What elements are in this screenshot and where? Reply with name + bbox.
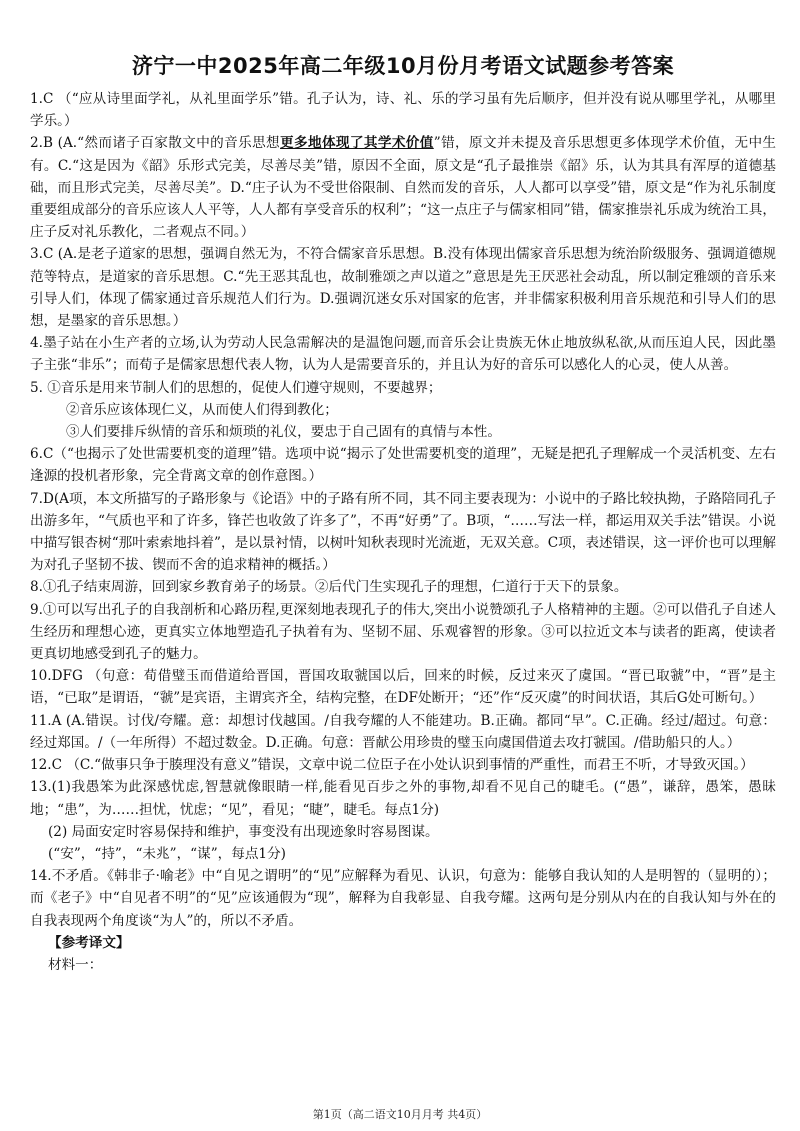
answer-11: 11.A (A.错误。讨伐/夸耀。意：却想讨伐越国。/自我夸耀的人不能建功。B.正确。都同“早”。C.正确。经过/超过。句意：经过郑国。/（一年所得）不超过数金。D.正确。句意：晋献公用珍贵的璧玉向虞国借道去攻打虢国。/借助船只的人。） (30, 712, 776, 751)
answers-body (30, 88, 776, 976)
answer-5-point-2: ②音乐应该体现仁义，从而使人们得到教化； (66, 401, 338, 418)
answer-5-point-3: ③人们要排斥纵情的音乐和烦琐的礼仪，要忠于自己固有的真情与本性。 (66, 424, 501, 441)
page-title: 济宁一中2025年高二年级10月份月考语文试题参考答案 (131, 54, 675, 78)
answer-13-part-2: (2) 局面安定时容易保持和维护，事变没有出现迹象时容易图谋。 (48, 823, 439, 840)
answer-13-part-1: 13.(1)我愚笨为此深感忧虑,智慧就像眼睛一样,能看见百步之外的事物,却看不见自己的睫毛。(“愚”，谦辞，愚笨，愚昧地；“患”，为……担忧，忧虑；“见”，看见；“睫”，睫毛。每点1分) (30, 779, 776, 818)
answer-6: 6.C（“也揭示了处世需要机变的道理”错。选项中说“揭示了处世需要机变的道理”，无疑是把孔子理解成一个灵活机变、左右逢源的投机者形象，完全背离文章的创作意图。） (30, 446, 776, 485)
reference-translation-heading: 【参考译文】 (48, 934, 130, 951)
answer-4: 4.墨子站在小生产者的立场,认为劳动人民急需解决的是温饱问题,而音乐会让贵族无休止地放纵私欲,从而压迫人民，因此墨子主张“非乐”；而荀子是儒家思想代表人物，认为人是需要音乐的，并且认为好的音乐可以感化人的心灵，使人从善。 (30, 335, 776, 374)
answer-12: 12.C （C.“做事只争于腠理没有意义”错误，文章中说二位臣子在小处认识到事情的严重性，而君王不听，才导致灭国。） (30, 757, 754, 774)
answer-9: 9.①可以写出孔子的自我剖析和心路历程,更深刻地表现孔子的伟大,突出小说赞颂孔子人格精神的主题。②可以借孔子自述人生经历和理想心迹，更真实立体地塑造孔子执着有为、坚韧不屈、乐观睿智的形象。③可以拉近文本与读者的距离，使读者更真切地感受到孔子的魅力。 (30, 601, 776, 663)
answer-13-scoring: (“安”，“持”，“未兆”，“谋”，每点1分) (48, 845, 286, 862)
answer-2-part-a: 2.B (A.“然而诸子百家散文中的音乐思想 (30, 135, 281, 152)
answer-14: 14.不矛盾。《韩非子·喻老》中“自见之谓明”的“见”应解释为看见、认识，句意为：能够自我认知的人是明智的（显明的）；而《老子》中“自见者不明”的“见”应该通假为“现”，解释为自我彰显、自我夸耀。这两句是分别从内在的自我认知与外在的自我表现两个角度谈“为人”的，所以不矛盾。 (30, 868, 776, 929)
answer-5-point-1: 5. ①音乐是用来节制人们的思想的，促使人们遵守规则，不要越界； (30, 379, 442, 396)
answer-2 (30, 132, 776, 243)
answer-10: 10.DFG （句意：荀借璧玉而借道给晋国，晋国攻取虢国以后，回来的时候，反过来灭了虞国。“晋已取虢”中，“晋”是主语，“已取”是谓语，“虢”是宾语，主谓宾齐全，结构完整，在DF处断开；“还”作“反灭虞”的时间状语，其后G处可断句。） (30, 668, 776, 707)
answer-3: 3.C (A.是老子道家的思想，强调自然无为，不符合儒家音乐思想。B.没有体现出儒家音乐思想为统治阶级服务、强调道德规范等特点，是道家的音乐思想。C.“先王恶其乱也，故制雅颂之声以道之”意思是先王厌恶社会动乱，所以制定雅颂的音乐来引导人们，体现了儒家通过音乐规范人们行为。D.强调沉迷女乐对国家的危害，并非儒家积极利用音乐规范和引导人们的思想，是墨家的音乐思想。） (30, 246, 776, 330)
answer-2-part-b: ”错，原文并未提及音乐思想更多体现学术价值，无中生有。C.“这是因为《韶》乐形式完美，尽善尽美”错，原因不全面，原文是“孔子最推崇《韶》乐，认为其具有浑厚的道德基础，而且形式完美，尽善尽美”。D.“庄子认为不受世俗限制、自然而发的音乐，人人都可以享受”错，原文是“作为礼乐制度重要组成部分的音乐应该人人平等，人人都有享受音乐的权利”；“这一点庄子与儒家相同”错，儒家推崇礼乐成为统治工具，庄子反对礼乐教化，二者观点不同。） (30, 135, 777, 241)
material-one-label: 材料一： (48, 956, 103, 973)
answer-8: 8.①孔子结束周游，回到家乡教育弟子的场景。②后代门生实现孔子的理想，仁道行于天下的景象。 (30, 579, 628, 596)
answer-1: 1.C （“应从诗里面学礼，从礼里面学乐”错。孔子认为，诗、礼、乐的学习虽有先后顺序，但并没有说从哪里学礼，从哪里学乐。） (30, 91, 776, 130)
page-footer: 第1页（高二语文10月月考 共4页） (312, 1108, 488, 1121)
answer-2-emphasis: 更多地体现了其学术价值 (280, 135, 434, 152)
answer-7: 7.D(A项，本文所描写的子路形象与《论语》中的子路有所不同，其不同主要表现为：小说中的子路比较执拗，子路陪同孔子出游多年，“气质也平和了许多，锋芒也收敛了许多了”，不再“好勇”了。B项，“……写法一样，都运用双关手法”错误。小说中描写银杏树“那叶索索地抖着”，是以景衬情，以树叶知秋表现时光流逝，无双关意。C项，表述错误，这一评价也可以理解为对孔子坚韧不拔、锲而不舍的追求精神的概括。） (30, 490, 776, 574)
